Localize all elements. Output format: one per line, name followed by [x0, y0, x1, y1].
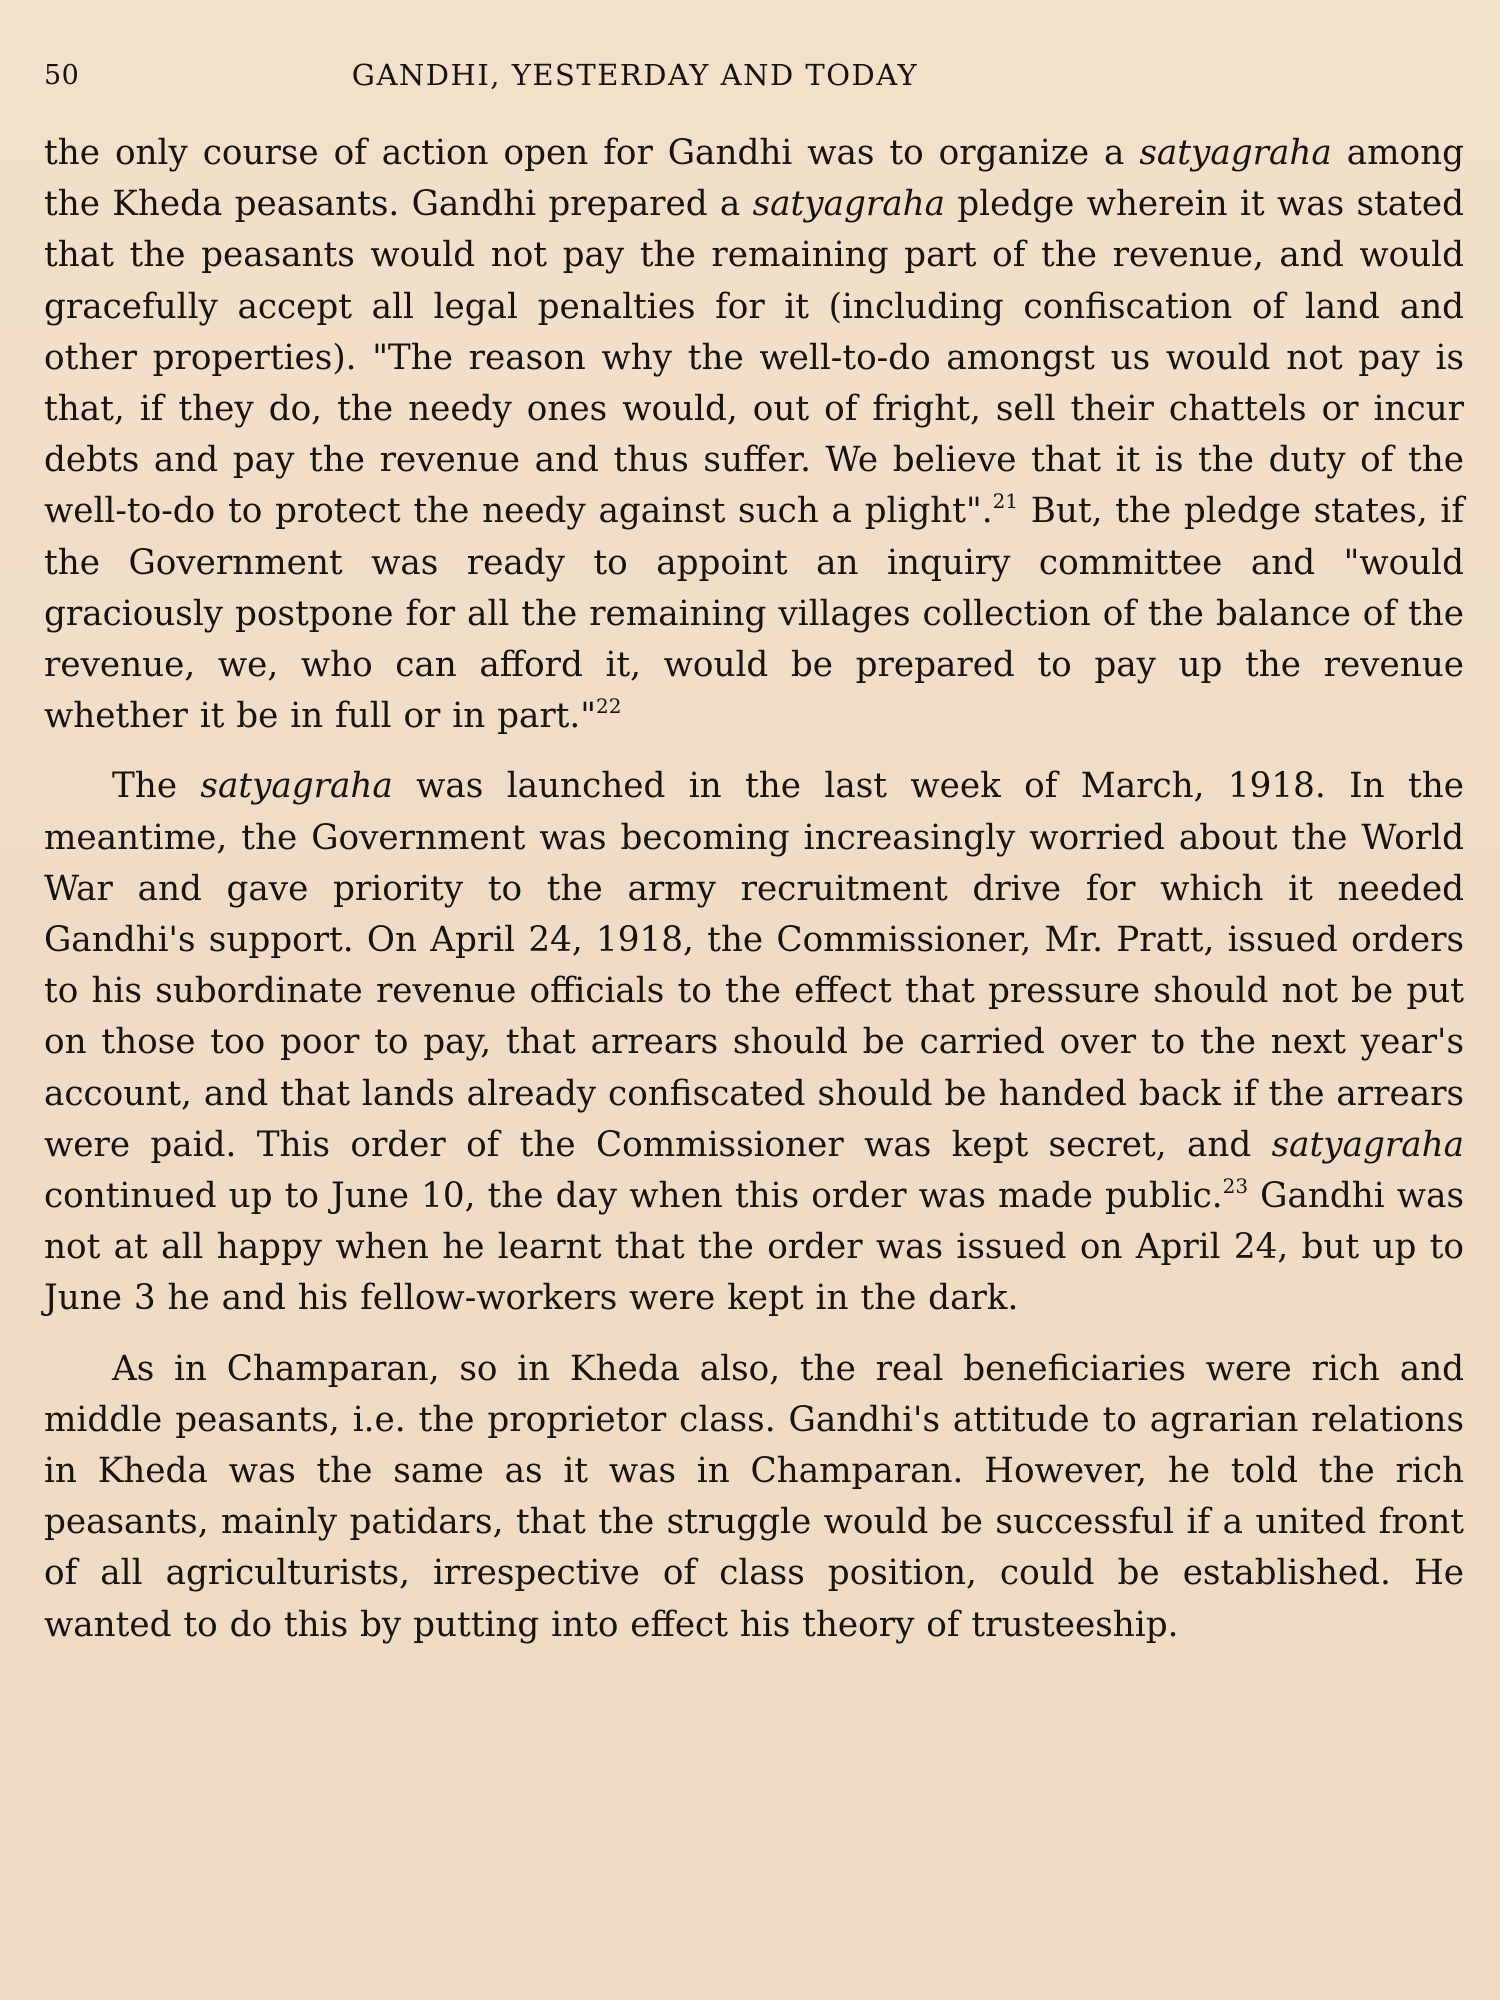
text-run: The — [112, 766, 201, 807]
footnote-ref: 21 — [992, 489, 1019, 514]
footnote-ref: 22 — [596, 694, 622, 719]
text-run: the only course of action open for Gandhi was to organize a — [44, 133, 1140, 173]
text-run: pledge wherein it was stated that the peasants would not pay the remaining part of the revenue, and would gracefully accept all legal penalties for it (including confiscation of land and other properties). "The reason why the well-to-do amongst us would not pay is that, if they do, the needy ones would, out of fright, sell their chattels or incur debts and pay the revenue and thus suffer. We believe that it is the duty of the well-to-do to protect the needy against such a plight". — [44, 184, 1464, 532]
paragraph-2 — [44, 761, 1464, 1324]
text-run: But, the pledge states, if the Government was ready to appoint an inquiry committee and "would graciously postpone for all the remaining villages collection of the balance of the revenue, we, who can afford it, would be prepared to pay up the revenue whether it be in full or in part." — [44, 491, 1464, 737]
text-run: Gandhi was not at all happy when he learnt that the order was issued on April 24, but up to June 3 he and his fellow-workers were kept in the dark. — [44, 1176, 1464, 1319]
footnote-ref: 23 — [1222, 1174, 1249, 1199]
italic-term: satyagraha — [200, 766, 393, 807]
text-run: was launched in the last week of March, 1918. In the meantime, the Government was becoming increasingly worried about the World War and gave priority to the army recruitment drive for which it needed Gandhi's support. On April 24, 1918, the Commissioner, Mr. Pratt, issued orders to his subordinate revenue officials to the effect that pressure should not be put on those too poor to pay, that arrears should be carried over to the next year's account, and that lands already confiscated should be handed back if the arrears were paid. This order of the Commissioner was kept secret, and — [44, 766, 1464, 1165]
running-head: GANDHI, YESTERDAY AND TODAY — [351, 58, 919, 92]
page-header — [44, 54, 1464, 94]
paragraph-3: As in Champaran, so in Kheda also, the real beneficiaries were rich and middle peasants, i.e. the proprietor class. Gandhi's attitude to agrarian relations in Kheda was the same as it was in Champaran. However, he told the rich peasants, mainly patidars, that the struggle would be successful if a united front of all agriculturists, irrespective of class position, could be established. He wanted to do this by putting into effect his theory of trusteeship. — [44, 1348, 1464, 1645]
body-text — [44, 128, 1464, 1651]
italic-term: satyagraha — [752, 184, 945, 225]
paragraph-1 — [44, 128, 1464, 742]
text-run: among the Kheda peasants. Gandhi prepared a — [44, 133, 1464, 225]
page-number: 50 — [44, 60, 80, 91]
text-run: continued up to June 10, the day when this order was made public. — [44, 1176, 1223, 1217]
italic-term: satyagraha — [1139, 133, 1332, 173]
italic-term: satyagraha — [1271, 1124, 1464, 1165]
